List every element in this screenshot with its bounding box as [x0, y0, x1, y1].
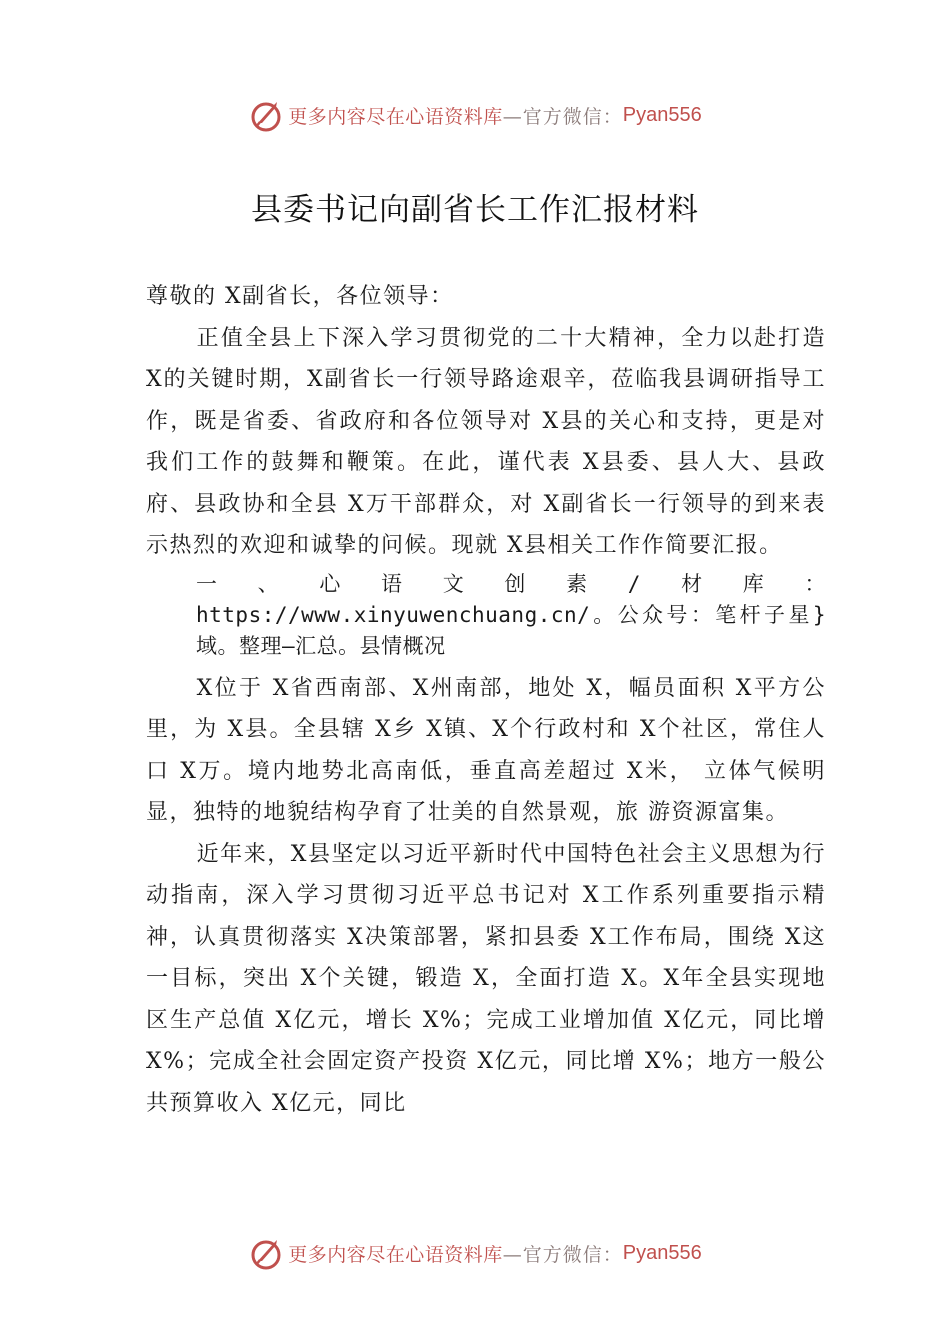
paragraph-intro: 正值全县上下深入学习贯彻党的二十大精神，全力以赴打造 X的关键时期，X副省长一行领导路途艰辛，莅临我县调研指导工作，既是省委、省政府和各位领导对 X县的关心和支持，更是对我们工作的鼓舞和鞭策。在此，谨代表 X县委、县人大、县政府、县政协和全县 X万干部群众，对 X副省长一行领导的到来表示热烈的欢迎和诚挚的问候。现就 X县相关工作作简要汇报。	[146, 325, 826, 558]
paragraph-recent-work: 近年来，X县坚定以习近平新时代中国特色社会主义思想为行动指南，深入学习贯彻习近平总书记对 X工作系列重要指示精神，认真贯彻落实 X决策部署，紧扣县委 X工作布局，围绕 X这一目标，突出 X个关键，锻造 X，全面打造 X。X年全县实现地区生产总值 X亿元，增长 X%；完成工业增加值 X亿元，同比增 X%；完成全社会固定资产投资 X亿元，同比增 X%；地方一般公共预算收入 X亿元，同比	[146, 841, 826, 1116]
document-body	[146, 276, 826, 1124]
watermark-wechat-label: —官方微信：	[502, 1243, 623, 1266]
watermark-wechat-label: —官方微信：	[502, 105, 623, 128]
watermark-brand-text: 更多内容尽在心语资料库	[288, 105, 503, 128]
header-watermark-banner	[0, 95, 950, 135]
watermark-wechat-account: Pyan556	[622, 103, 702, 126]
paragraph-county-overview: X位于 X省西南部、X州南部，地处 X，幅员面积 X平方公里，为 X县。全县辖 X乡 X镇、X个行政村和 X个社区，常住人口 X万。境内地势北高南低，垂直高差超过 X米， 立体气候明显，独特的地貌结构孕育了壮美的自然景观，旅 游资源富集。	[146, 675, 826, 825]
quill-pen-logo-icon	[248, 1235, 284, 1271]
document-title: 县委书记向副省长工作汇报材料	[251, 192, 699, 228]
watermark-brand-text: 更多内容尽在心语资料库	[288, 1243, 503, 1266]
quill-pen-logo-icon	[248, 97, 284, 133]
section-heading: 一、心语文创素/材库：https://www.xinyuwenchuang.cn/。公众号：笔杆子星}域。整理—汇总。县情概况	[196, 571, 826, 658]
salutation: 尊敬的 X副省长，各位领导：	[146, 284, 454, 309]
footer-watermark-banner	[0, 1233, 950, 1273]
watermark-wechat-account: Pyan556	[622, 1241, 702, 1264]
